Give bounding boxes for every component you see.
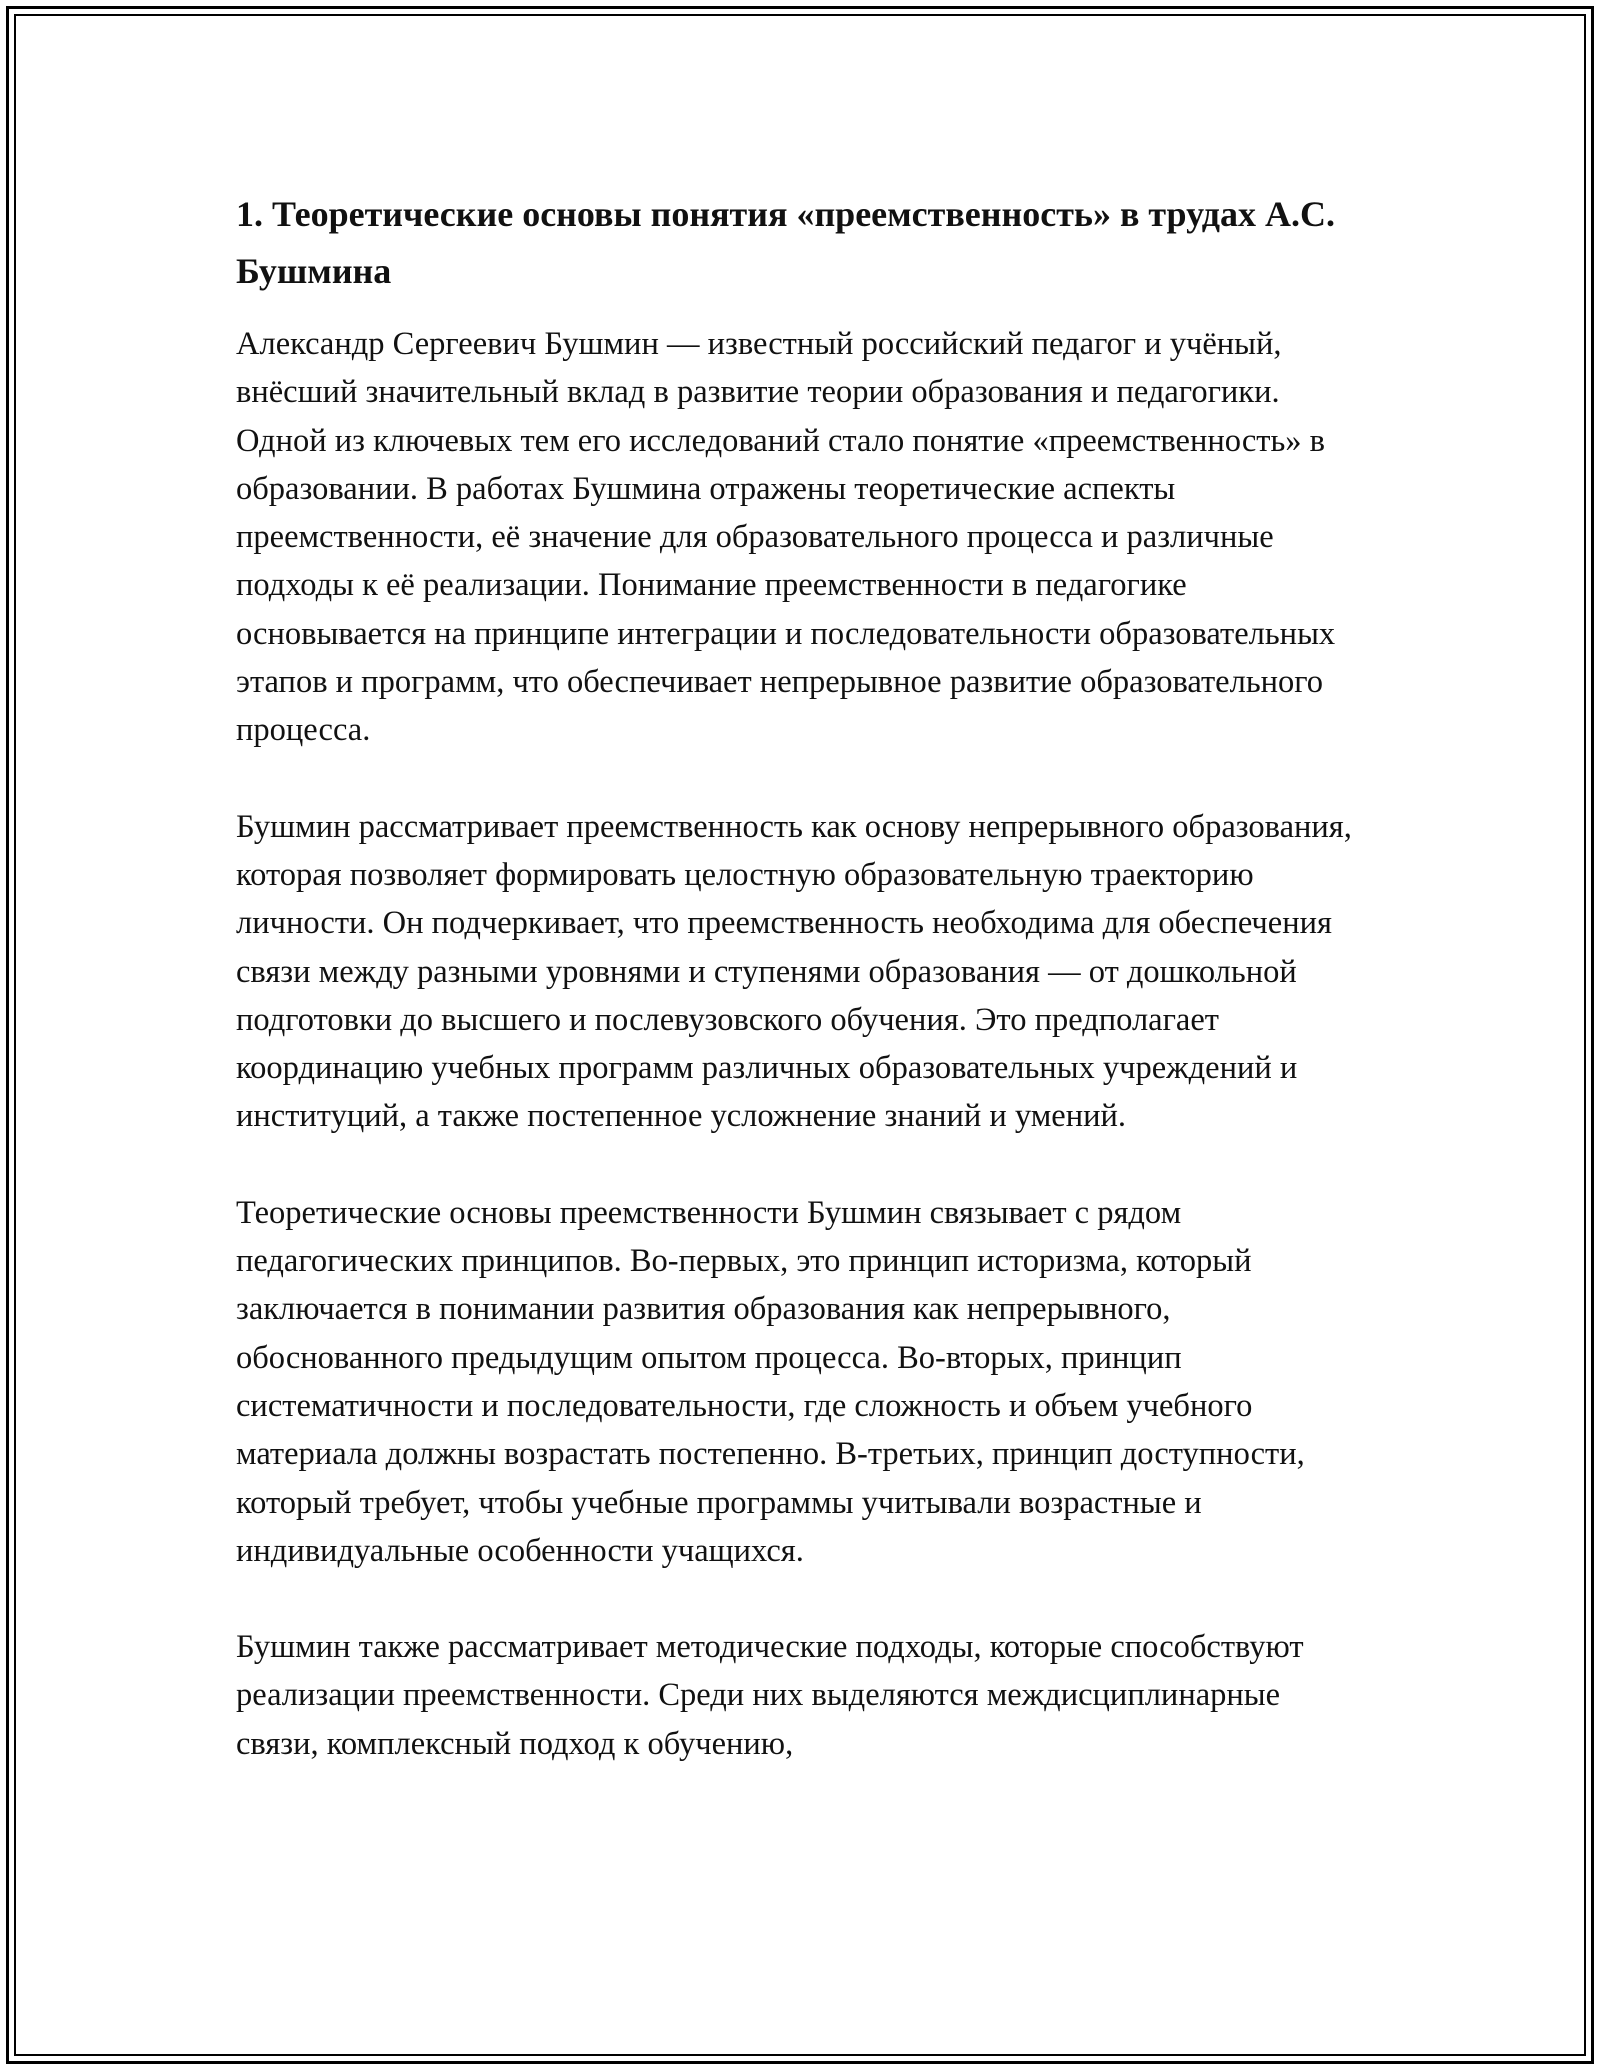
- document-body: [236, 186, 1366, 1816]
- paragraph-4: Бушмин также рассматривает методические подходы, которые способствуют реализации преемственности. Среди них выделяются междисциплинарные связи, комплексный подход к обучению,: [236, 1629, 1304, 1762]
- section-heading: 1. Теоретические основы понятия «преемственность» в трудах А.С. Бушмина: [236, 194, 1336, 291]
- paragraph-3: Теоретические основы преемственности Бушмин связывает с рядом педагогических принципов. Во-первых, это принцип историзма, который заключается в понимании развития образования как непрерывного, обоснованного предыдущим опытом процесса. Во-вторых, принцип систематичности и последовательности, где сложность и объем учебного материала должны возрастать постепенно. В-третьих, принцип доступности, который требует, чтобы учебные программы учитывали возрастные и индивидуальные особенности учащихся.: [236, 1194, 1305, 1569]
- paragraph-2: Бушмин рассматривает преемственность как основу непрерывного образования, которая позволяет формировать целостную образовательную траекторию личности. Он подчеркивает, что преемственность необходима для обеспечения связи между разными уровнями и ступенями образования — от дошкольной подготовки до высшего и послевузовского обучения. Это предполагает координацию учебных программ различных образовательных учреждений и институций, а также постепенное усложнение знаний и умений.: [236, 808, 1352, 1135]
- paragraph-1: Александр Сергеевич Бушмин — известный российский педагог и учёный, внёсший значительный вклад в развитие теории образования и педагогики. Одной из ключевых тем его исследований стало понятие «преемственность» в образовании. В работах Бушмина отражены теоретические аспекты преемственности, её значение для образовательного процесса и различные подходы к её реализации. Понимание преемственности в педагогике основывается на принципе интеграции и последовательности образовательных этапов и программ, что обеспечивает непрерывное развитие образовательного процесса.: [236, 326, 1336, 749]
